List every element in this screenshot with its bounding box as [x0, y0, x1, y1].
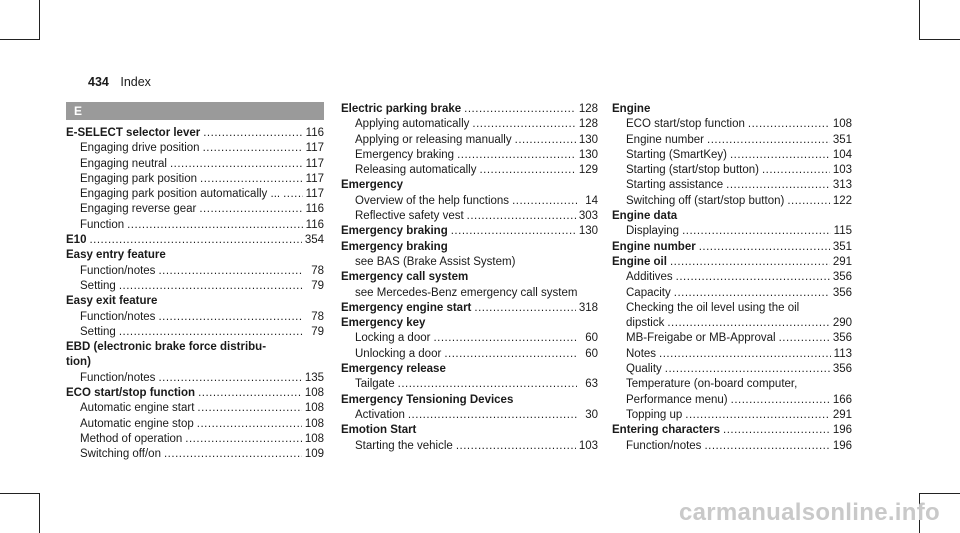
page-reference[interactable]: 130 [578, 225, 598, 238]
leader-dots [457, 148, 576, 163]
leader-dots [682, 224, 831, 239]
entry-text: Topping up [626, 408, 683, 421]
leader-dots [464, 102, 576, 117]
page-reference[interactable]: 30 [585, 408, 598, 421]
leader-dots [197, 417, 302, 432]
index-column-3 [612, 102, 852, 454]
leader-dots [283, 187, 303, 202]
leader-dots [479, 163, 575, 178]
index-subentry[interactable] [66, 202, 324, 217]
page-reference[interactable]: 135 [304, 371, 324, 384]
entry-text: Switching off/on [80, 448, 161, 461]
page-reference[interactable]: 115 [833, 225, 852, 238]
page-reference[interactable]: 63 [585, 378, 598, 391]
leader-dots [456, 439, 576, 454]
page-reference[interactable]: 130 [578, 148, 598, 161]
index-subentry[interactable] [66, 310, 324, 325]
index-subentry[interactable] [612, 316, 852, 331]
index-subentry[interactable] [341, 117, 598, 132]
leader-dots [451, 224, 576, 239]
index-column-2 [341, 102, 598, 454]
index-subentry[interactable] [66, 401, 324, 416]
crop-mark [39, 0, 40, 40]
page-reference[interactable]: 318 [578, 301, 598, 314]
index-subentry[interactable] [66, 447, 324, 462]
page-reference[interactable]: 108 [304, 387, 324, 400]
entry-text: Activation [355, 408, 405, 421]
index-entry[interactable] [612, 240, 852, 255]
leader-dots [164, 447, 302, 462]
leader-dots [731, 393, 830, 408]
index-subentry[interactable] [612, 362, 852, 377]
index-subentry[interactable] [66, 279, 324, 294]
entry-text: ECO start/stop function [66, 387, 196, 400]
index-crossref: see BAS (Brake Assist System) [355, 255, 516, 268]
page-reference[interactable]: 78 [311, 310, 324, 323]
index-subentry[interactable] [612, 270, 852, 285]
entry-text: E-SELECT selector lever [66, 127, 201, 139]
index-heading: Emergency braking [341, 240, 448, 253]
entry-text: Switching off (start/stop button) [626, 194, 785, 207]
page-reference[interactable]: 356 [832, 286, 852, 299]
index-subentry[interactable] [341, 408, 598, 423]
entry-text: Notes [626, 347, 657, 360]
entry-text: dipstick [626, 317, 665, 330]
entry-text: Starting assistance [626, 179, 724, 192]
page-reference[interactable]: 356 [832, 332, 852, 345]
leader-dots [670, 255, 830, 270]
page-reference[interactable]: 122 [832, 194, 852, 207]
index-subentry[interactable] [612, 331, 852, 346]
index-heading: Easy entry feature [66, 249, 166, 262]
entry-text: Function/notes [80, 310, 156, 323]
page-reference[interactable]: 117 [305, 188, 324, 201]
entry-text: Starting (start/stop button) [626, 164, 759, 177]
entry-text: Automatic engine stop [80, 417, 194, 430]
page-reference[interactable]: 116 [305, 203, 324, 216]
leader-dots [158, 264, 303, 279]
page-reference[interactable]: 104 [832, 148, 852, 161]
page-reference[interactable]: 117 [305, 172, 324, 185]
page-title: Index [120, 75, 151, 89]
entry-text: Emergency engine start [341, 301, 472, 314]
leader-dots [398, 377, 577, 392]
index-heading: EBD (electronic brake force distribu- [66, 341, 267, 354]
page-reference[interactable]: 351 [832, 240, 852, 253]
page-reference[interactable]: 313 [832, 179, 852, 192]
page-reference[interactable]: 196 [832, 439, 852, 452]
index-subentry[interactable] [66, 371, 324, 386]
page-reference[interactable]: 196 [832, 424, 852, 437]
page-reference[interactable]: 14 [585, 194, 598, 207]
entry-text: Quality [626, 363, 662, 376]
index-subentry[interactable] [66, 264, 324, 279]
leader-dots [665, 362, 830, 377]
index-subentry[interactable] [66, 218, 324, 233]
leader-dots [787, 194, 830, 209]
page-reference[interactable]: 290 [832, 317, 852, 330]
page-reference[interactable]: 60 [585, 347, 598, 360]
entry-text: Engine oil [612, 255, 667, 268]
leader-dots [472, 117, 575, 132]
page-reference[interactable]: 103 [578, 439, 598, 452]
leader-dots [199, 202, 302, 217]
index-subentry[interactable] [341, 163, 598, 178]
index-subentry[interactable] [66, 187, 324, 202]
index-subentry[interactable] [66, 417, 324, 432]
index-subentry[interactable] [612, 286, 852, 301]
index-subentry[interactable] [66, 325, 324, 340]
entry-text: Capacity [626, 286, 671, 299]
leader-dots [127, 218, 303, 233]
leader-dots [185, 432, 302, 447]
entry-text: Emergency braking [341, 225, 448, 238]
index-heading: Engine data [612, 210, 678, 223]
index-entry[interactable] [66, 386, 324, 401]
index-subentry[interactable] [341, 209, 598, 224]
leader-dots [723, 423, 830, 438]
page-reference[interactable]: 303 [578, 210, 598, 223]
leader-dots [676, 270, 830, 285]
leader-dots [667, 316, 829, 331]
index-subentry[interactable] [341, 331, 598, 346]
entry-text: Applying automatically [355, 118, 470, 131]
index-subentry[interactable] [66, 157, 324, 172]
crop-mark [920, 39, 960, 40]
leader-dots [203, 126, 302, 141]
index-heading: Emergency release [341, 363, 446, 376]
entry-text: Function/notes [626, 439, 702, 452]
page-reference[interactable]: 60 [585, 332, 598, 345]
leader-dots [704, 439, 829, 454]
entry-text: Engaging drive position [80, 142, 200, 155]
crop-mark [919, 0, 920, 40]
page-reference[interactable]: 116 [305, 218, 324, 231]
page-number: 434 [88, 75, 109, 89]
leader-dots [707, 133, 830, 148]
index-entry[interactable] [612, 255, 852, 270]
entry-text: Function/notes [80, 264, 156, 277]
leader-dots [408, 408, 577, 423]
index-heading: Emergency call system [341, 271, 469, 284]
leader-dots [515, 133, 576, 148]
index-subentry[interactable] [66, 141, 324, 156]
index-crossref: Checking the oil level using the oil [626, 301, 800, 314]
entry-text: Entering characters [612, 424, 721, 437]
index-crossref: Temperature (on-board computer, [626, 378, 798, 391]
leader-dots [170, 157, 303, 172]
entry-text: Function/notes [80, 371, 156, 384]
leader-dots [200, 172, 303, 187]
index-heading: Emergency Tensioning Devices [341, 393, 514, 406]
leader-dots [119, 279, 303, 294]
index-subentry[interactable] [612, 224, 852, 239]
index-subentry[interactable] [612, 408, 852, 423]
index-subentry[interactable] [612, 163, 852, 178]
page-reference[interactable]: 79 [311, 279, 324, 292]
entry-text: E10 [66, 234, 87, 247]
index-subentry[interactable] [612, 178, 852, 193]
page-reference[interactable]: 354 [304, 234, 324, 247]
page-reference[interactable]: 116 [305, 127, 324, 139]
leader-dots [474, 301, 575, 316]
page-reference[interactable]: 108 [304, 432, 324, 445]
leader-dots [158, 310, 303, 325]
entry-text: MB-Freigabe or MB-Approval [626, 332, 776, 345]
entry-text: Releasing automatically [355, 164, 477, 177]
leader-dots [198, 386, 302, 401]
entry-text: Locking a door [355, 332, 431, 345]
page-reference[interactable]: 108 [304, 417, 324, 430]
entry-text: Setting [80, 325, 116, 338]
leader-dots [726, 178, 830, 193]
index-subentry[interactable] [612, 393, 852, 408]
index-entry[interactable] [341, 102, 598, 117]
entry-text: Tailgate [355, 378, 395, 391]
crop-mark [920, 493, 960, 494]
index-heading: Easy exit feature [66, 295, 158, 308]
leader-dots [433, 331, 577, 346]
page-reference[interactable]: 109 [304, 448, 324, 461]
index-heading: Emotion Start [341, 424, 417, 437]
page-reference[interactable]: 117 [305, 157, 324, 170]
entry-text: Engaging neutral [80, 157, 167, 170]
leader-dots [674, 286, 830, 301]
leader-dots [444, 347, 577, 362]
page-reference[interactable]: 79 [311, 325, 324, 338]
index-subentry[interactable] [341, 347, 598, 362]
crop-mark [0, 39, 40, 40]
index-entry[interactable] [341, 301, 598, 316]
entry-text: Electric parking brake [341, 103, 462, 115]
entry-text: Displaying [626, 225, 680, 238]
page-reference[interactable]: 113 [833, 347, 852, 360]
index-subentry[interactable] [341, 439, 598, 454]
page-reference[interactable]: 117 [305, 142, 324, 155]
index-heading: tion) [66, 356, 91, 369]
page-reference[interactable]: 291 [832, 255, 852, 268]
entry-text: Engine number [612, 240, 696, 253]
index-heading: Emergency key [341, 317, 426, 330]
index-subentry[interactable] [341, 194, 598, 209]
entry-text: Setting [80, 279, 116, 292]
index-subentry[interactable] [341, 377, 598, 392]
leader-dots [512, 194, 577, 209]
index-heading: Emergency [341, 179, 404, 192]
leader-dots [119, 325, 303, 340]
leader-dots [659, 347, 831, 362]
page-reference[interactable]: 108 [832, 118, 852, 131]
leader-dots [779, 331, 830, 346]
section-letter-band: E [66, 102, 324, 120]
entry-text: Function [80, 218, 125, 231]
entry-text: Additives [626, 271, 673, 284]
leader-dots [699, 240, 830, 255]
index-subentry[interactable] [612, 117, 852, 132]
index-heading: Engine [612, 103, 651, 115]
index-subentry[interactable] [612, 133, 852, 148]
page-reference[interactable]: 356 [832, 271, 852, 284]
leader-dots [467, 209, 576, 224]
index-crossref: see Mercedes-Benz emergency call system [355, 286, 578, 299]
index-subentry[interactable] [66, 432, 324, 447]
entry-text: Method of operation [80, 432, 183, 445]
entry-text: Performance menu) [626, 393, 728, 406]
entry-text: Unlocking a door [355, 347, 442, 360]
index-entry[interactable] [66, 233, 324, 248]
page-header [88, 75, 151, 89]
index-subentry[interactable] [612, 439, 852, 454]
entry-text: Emergency braking [355, 148, 455, 161]
page-reference[interactable]: 78 [311, 264, 324, 277]
leader-dots [197, 401, 301, 416]
entry-text: Engaging park position [80, 172, 197, 185]
leader-dots [158, 371, 301, 386]
index-entry[interactable] [612, 423, 852, 438]
page-reference[interactable]: 108 [304, 402, 324, 415]
entry-text: Automatic engine start [80, 402, 195, 415]
page-reference[interactable]: 103 [832, 164, 852, 177]
page-reference[interactable]: 129 [578, 164, 598, 177]
entry-text: Engaging park position automatically ... [80, 188, 281, 201]
entry-text: Engine number [626, 133, 704, 146]
leader-dots [762, 163, 830, 178]
index-entry[interactable] [66, 126, 324, 141]
page-reference[interactable]: 128 [578, 103, 598, 115]
index-entry[interactable] [341, 224, 598, 239]
index-subentry[interactable] [341, 133, 598, 148]
entry-text: Applying or releasing manually [355, 133, 512, 146]
page-reference[interactable]: 166 [832, 393, 852, 406]
leader-dots [685, 408, 830, 423]
page-reference[interactable]: 128 [578, 118, 598, 131]
watermark: carmanualsonline.info [678, 499, 940, 526]
leader-dots [748, 117, 830, 132]
entry-text: ECO start/stop function [626, 118, 745, 131]
entry-text: Reflective safety vest [355, 210, 464, 223]
entry-text: Starting the vehicle [355, 439, 453, 452]
index-subentry[interactable] [66, 172, 324, 187]
index-column-1 [66, 102, 324, 463]
entry-text: Engaging reverse gear [80, 203, 197, 216]
page-reference[interactable]: 130 [578, 133, 598, 146]
leader-dots [203, 141, 303, 156]
page-reference[interactable]: 291 [832, 408, 852, 421]
index-subentry[interactable] [612, 194, 852, 209]
index-subentry[interactable] [612, 148, 852, 163]
crop-mark [0, 493, 40, 494]
entry-text: Overview of the help functions [355, 194, 510, 207]
crop-mark [39, 493, 40, 533]
index-subentry[interactable] [341, 148, 598, 163]
leader-dots [89, 233, 301, 248]
leader-dots [730, 148, 830, 163]
page-reference[interactable]: 351 [832, 133, 852, 146]
index-subentry[interactable] [612, 347, 852, 362]
page-reference[interactable]: 356 [832, 363, 852, 376]
entry-text: Starting (SmartKey) [626, 148, 727, 161]
